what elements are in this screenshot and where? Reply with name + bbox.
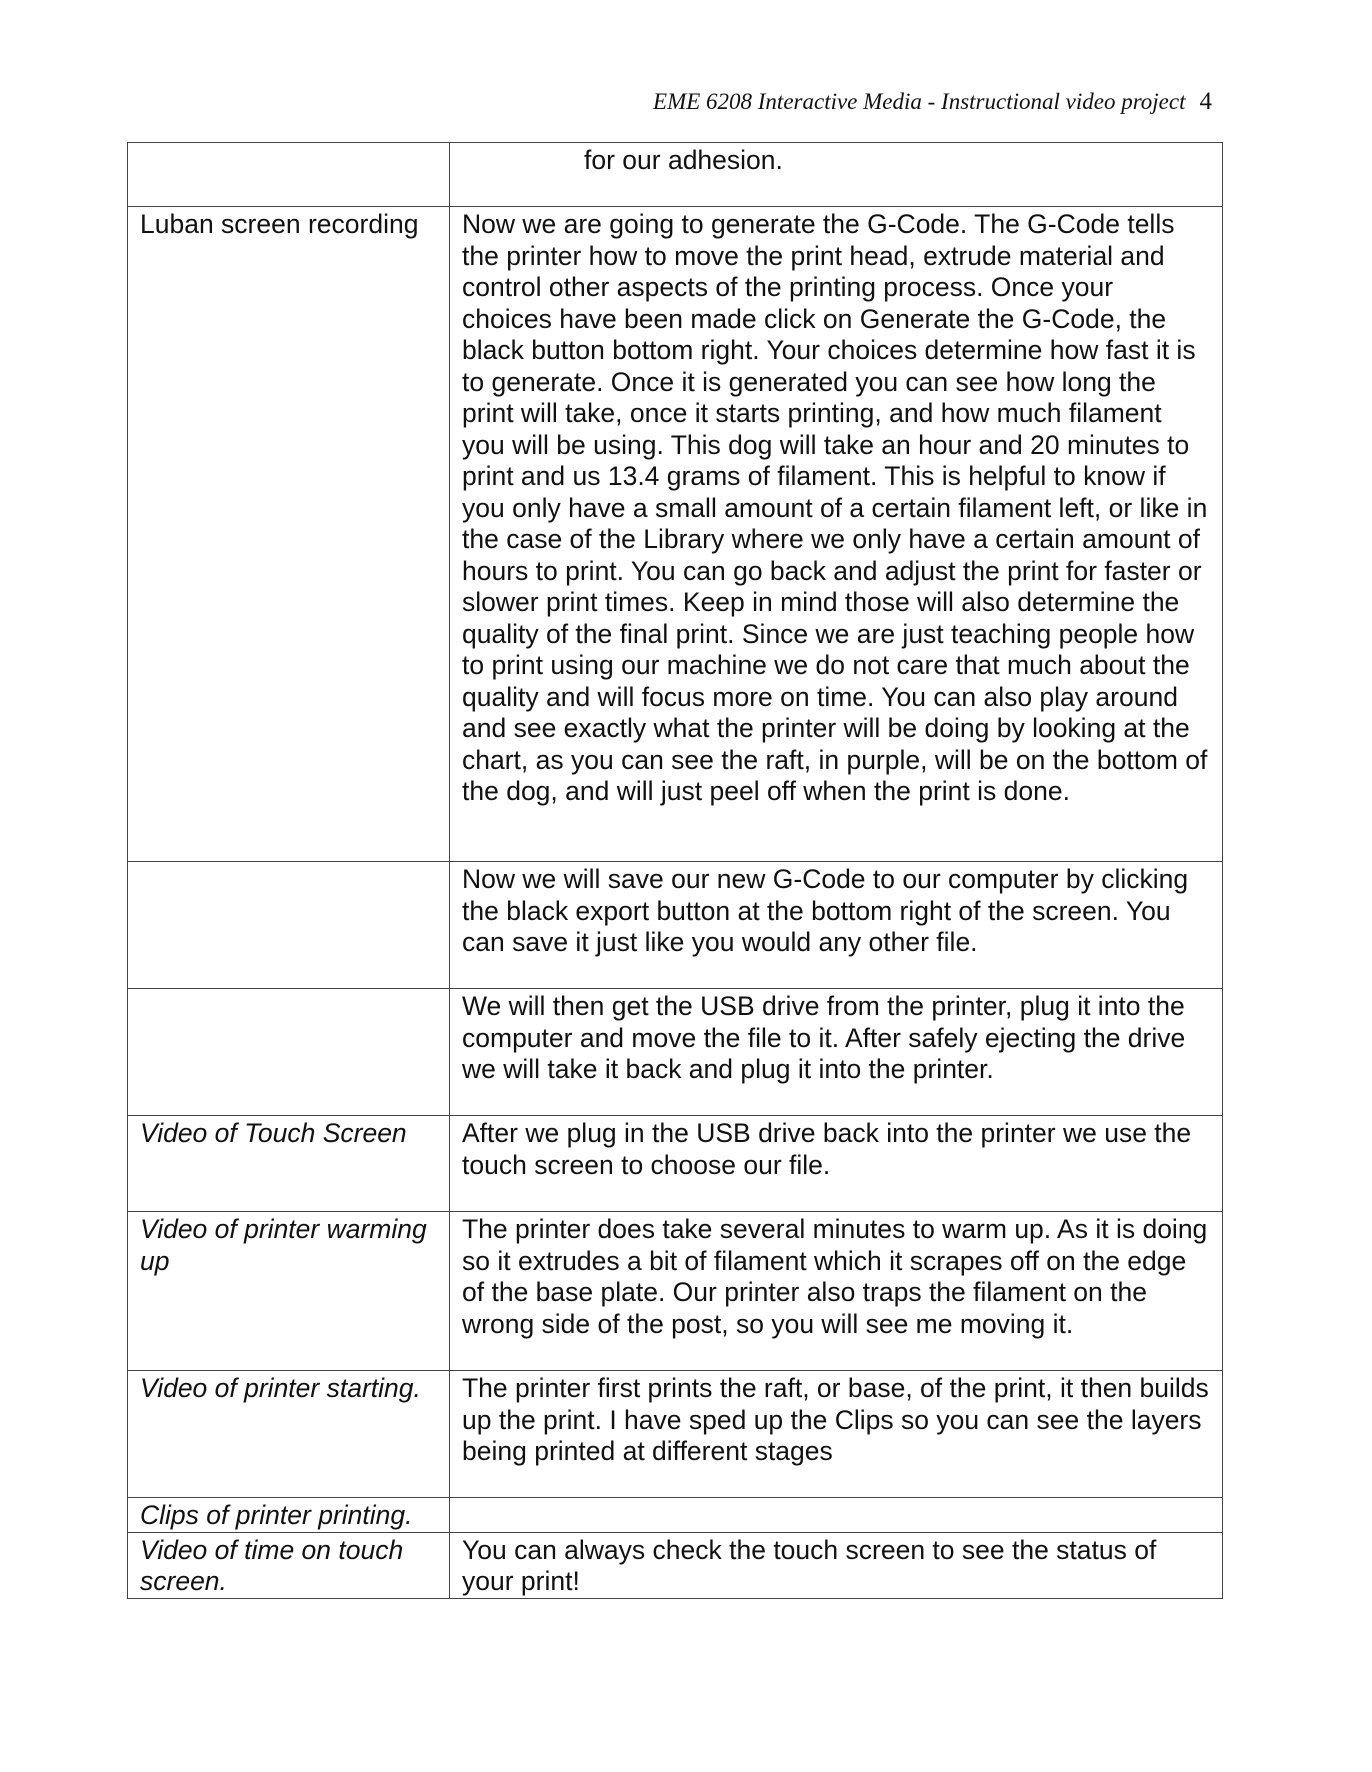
narration-cell: The printer does take several minutes to warm up. As it is doing so it extrudes a bit of filament which it scrapes off on the edge of the base plate. Our printer also traps the filament on the wrong side of the post, so you will see me moving it.: [450, 1212, 1223, 1371]
document-title: EME 6208 Interactive Media - Instructional video project: [653, 89, 1186, 114]
visual-cell: [128, 143, 450, 207]
narration-cell: [450, 1498, 1223, 1533]
table-row: [128, 862, 1223, 989]
table-row: [128, 1371, 1223, 1498]
narration-cell: We will then get the USB drive from the printer, plug it into the computer and move the file to it. After safely ejecting the drive we will take it back and plug it into the printer.: [450, 989, 1223, 1116]
table-row: [128, 143, 1223, 207]
visual-cell: Video of printer warming up: [128, 1212, 450, 1371]
table-row: [128, 1212, 1223, 1371]
table-row: [128, 989, 1223, 1116]
narration-cell: Now we will save our new G-Code to our computer by clicking the black export button at the bottom right of the screen. You can save it just like you would any other file.: [450, 862, 1223, 989]
narration-cell: You can always check the touch screen to see the status of your print!: [450, 1532, 1223, 1598]
table-row: [128, 207, 1223, 862]
table-row: [128, 1498, 1223, 1533]
visual-cell: Video of time on touch screen.: [128, 1532, 450, 1598]
visual-cell: Video of printer starting.: [128, 1371, 450, 1498]
page-number: 4: [1199, 88, 1212, 115]
narration-cell: Now we are going to generate the G-Code. The G-Code tells the printer how to move the print head, extrude material and control other aspects of the printing process. Once your choices have been made click on Generate the G-Code, the black button bottom right. Your choices determine how fast it is to generate. Once it is generated you can see how long the print will take, once it starts printing, and how much filament you will be using. This dog will take an hour and 20 minutes to print and us 13.4 grams of filament. This is helpful to know if you only have a small amount of a certain filament left, or like in the case of the Library where we only have a certain amount of hours to print. You can go back and adjust the print for faster or slower print times. Keep in mind those will also determine the quality of the final print. Since we are just teaching people how to print using our machine we do not care that much about the quality and will focus more on time. You can also play around and see exactly what the printer will be doing by looking at the chart, as you can see the raft, in purple, will be on the bottom of the dog, and will just peel off when the print is done.: [450, 207, 1223, 862]
narration-text: for our adhesion.: [584, 145, 783, 175]
narration-cell: [450, 143, 1223, 207]
table-row: [128, 1532, 1223, 1598]
table-row: [128, 1116, 1223, 1212]
page-header: [653, 88, 1212, 116]
visual-cell: [128, 989, 450, 1116]
visual-cell: Luban screen recording: [128, 207, 450, 862]
visual-cell: [128, 862, 450, 989]
visual-cell: Clips of printer printing.: [128, 1498, 450, 1533]
narration-cell: The printer first prints the raft, or base, of the print, it then builds up the print. I have sped up the Clips so you can see the layers being printed at different stages: [450, 1371, 1223, 1498]
visual-cell: Video of Touch Screen: [128, 1116, 450, 1212]
script-table: [127, 142, 1223, 1599]
narration-cell: After we plug in the USB drive back into the printer we use the touch screen to choose our file.: [450, 1116, 1223, 1212]
